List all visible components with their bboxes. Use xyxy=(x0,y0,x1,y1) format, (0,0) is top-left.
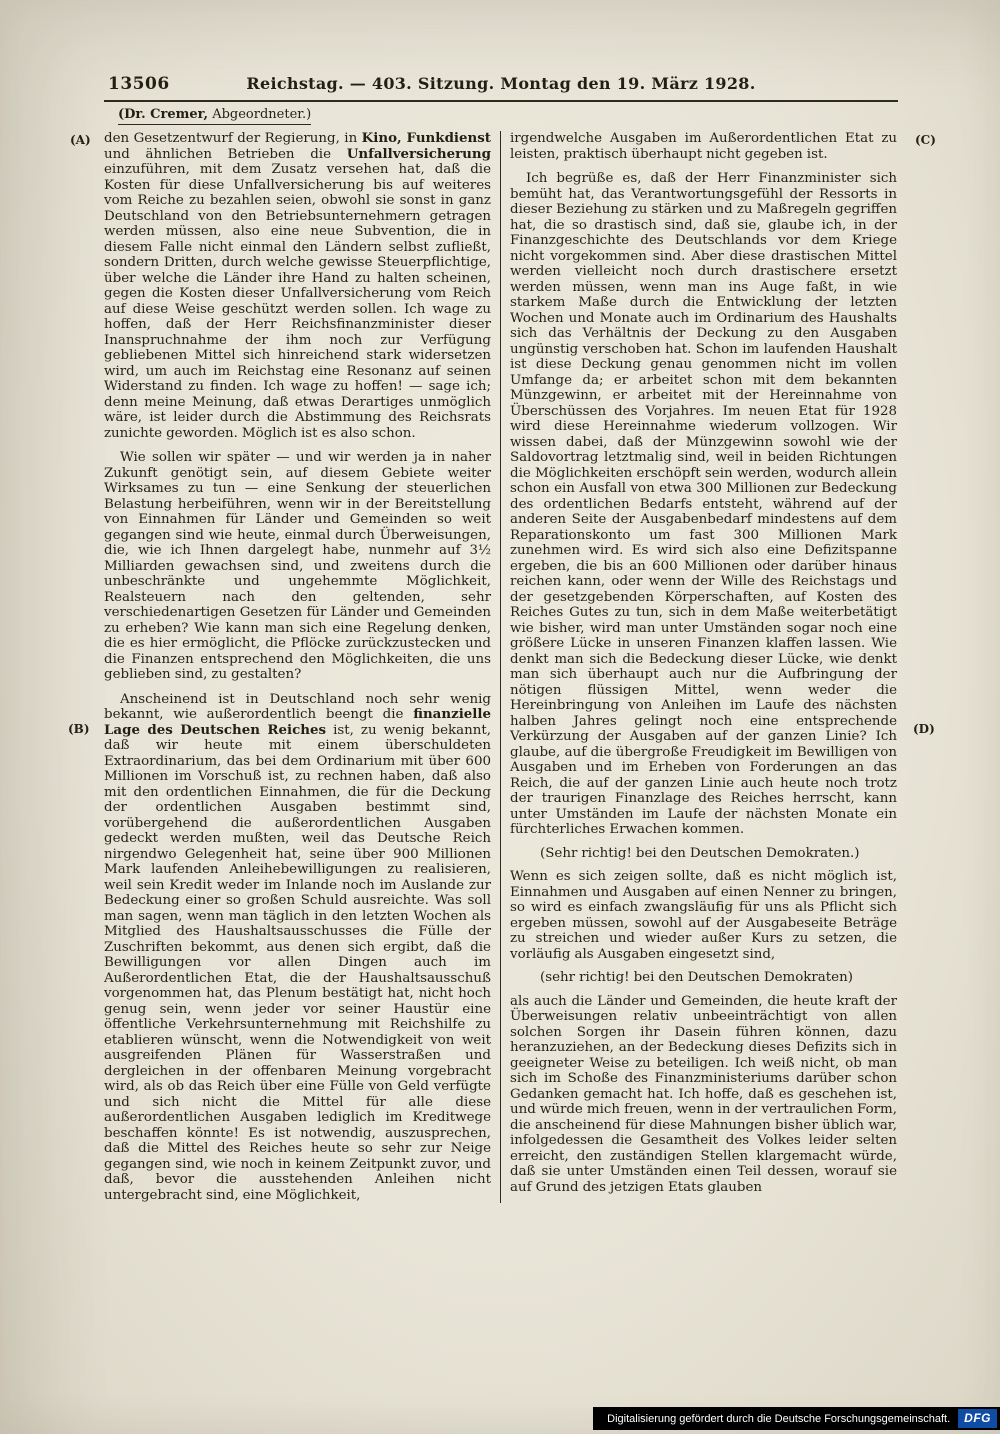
digitization-credit: Digitalisierung gefördert durch die Deutsche Forschungsgemeinschaft. xyxy=(607,1412,951,1425)
body-paragraph xyxy=(104,131,491,441)
right-column xyxy=(510,131,897,1203)
body-paragraph xyxy=(510,994,897,1196)
text-run: irgendwelche Ausgaben im Außerordentlichen Etat zu leisten, praktisch überhaupt nicht gegeben ist. xyxy=(510,131,897,162)
margin-label-b: (B) xyxy=(68,722,90,736)
digitization-footer xyxy=(593,1407,1000,1430)
body-paragraph xyxy=(510,869,897,962)
dfg-logo: DFG xyxy=(958,1409,997,1428)
margin-label-c: (C) xyxy=(915,133,936,147)
text-run: den Gesetzentwurf der Regierung, in xyxy=(104,131,362,146)
speaker-name: (Dr. Cremer, xyxy=(118,107,209,122)
text-run: ist, zu wenig bekannt, daß wir heute mit einem überschuldeten Extraordinarium, das bei dem Ordinarium mit über 600 Millionen im Vorschuß ist, zu rechnen haben, daß also mit den ordentlichen Einnahmen, die für die Deckung der ordentlichen Ausgaben bestimmt sind, vorübergehend die außerordentlichen Ausgaben gedeckt werden mußten, weil das Deutsche Reich nirgendwo Gelegenheit hat, seine über 900 Millionen Mark laufenden Anleihebewilligungen zu realisieren, weil sein Kredit weder im Inlande noch im Auslande zur Bedeckung einer so großen Schuld ausreichte. Was soll man sagen, wenn man täglich in den letzten Wochen als Mitglied des Haushaltsausschusses die Fülle der Zuschriften bekommt, aus denen sich ergibt, daß die Bewilligungen vor allen Dingen auch im Außerordentlichen Etat, die der Haushaltsausschuß vorgenommen hat, das Plenum bestätigt hat, nicht hoch genug sein, wenn jeder vor seiner Haustür eine öffentliche Verkehrsunternehmung mit Reichshilfe zu etablieren wünscht, wenn die Notwendigkeit von weit ausgreifenden Plänen für Wasserstraßen und dergleichen in der offenbaren Meinung vorgebracht wird, als ob das Reich über eine Fülle von Geld verfügte und sich nicht die Mittel für alle diese außerordentlichen Ausgaben lediglich im Kreditwege beschaffen könnte! Es ist notwendig, auszusprechen, daß die Mittel des Reiches heute so sehr zur Neige gegangen sind, wie noch in keinem Zeitpunkt zuvor, und daß, bevor die ausstehenden Anleihen nicht untergebracht sind, eine Möglichkeit, xyxy=(104,722,491,1203)
body-paragraph xyxy=(510,171,897,838)
emphasized-text: Unfallversicherung xyxy=(346,145,491,162)
text-columns xyxy=(104,131,898,1203)
text-run: und ähnlichen Betrieben die xyxy=(104,146,347,162)
text-run: Wenn es sich zeigen sollte, daß es nicht möglich ist, Einnahmen und Ausgaben auf einen Nenner zu bringen, so wird es einfach zwangsläufig für uns als Pflicht sich ergeben müssen, sowohl auf der Ausgabeseite Beträge zu streichen und wieder außer Kurs zu setzen, die vorläufig als Ausgaben eingesetzt sind, xyxy=(510,869,897,962)
margin-label-a: (A) xyxy=(70,133,91,147)
text-run: einzuführen, mit dem Zusatz versehen hat, daß die Kosten für diese Unfallversicherung bis auf weiteres vom Reiche zu bezahlen seien, obwohl sie sonst in ganz Deutschland von den Betriebsunternehmern getragen werden müssen, also eine neue Subvention, die in diesem Falle nicht einmal den Ländern selbst zufließt, sondern Dritten, durch welche gewisse Steuerpflichtige, über welche die Länder ihre Hand zu halten scheinen, gegen die Kosten dieser Unfallversicherung vom Reich auf diese Weise geschützt werden sollen. Ich wage zu hoffen, daß der Herr Reichsfinanzminister dieser Inanspruchnahme der ihm noch zur Verfügung gebliebenen Mittel sich hinreichend stark widersetzen wird, um auch im Reichstag eine Resonanz auf seinen Widerstand zu finden. Ich wage zu hoffen! — sage ich; denn meine Meinung, daß etwas Derartiges unmöglich wäre, ist leider durch die Abstimmung des Reichsrats zunichte geworden. Möglich ist es also schon. xyxy=(104,162,491,441)
body-paragraph xyxy=(510,131,897,162)
body-paragraph xyxy=(104,692,491,1204)
text-run: (Sehr richtig! bei den Deutschen Demokraten.) xyxy=(540,845,860,861)
text-run: (sehr richtig! bei den Deutschen Demokraten) xyxy=(540,970,853,985)
text-run: Wie sollen wir später — und wir werden ja in naher Zukunft genötigt sein, auf diesem Gebiete weiter Wirksames zu tun — eine Senkung der steuerlichen Belastung herbeiführen, wenn wir in der Bereitstellung von Einnahmen für Länder und Gemeinden so weit gegangen sind wie heute, einmal durch Überweisungen, die, wie ich Ihnen dargelegt habe, nunmehr auf 3½ Milliarden gewachsen sind, und zweitens durch die unbeschränkte und ungehemmte Möglichkeit, Realsteuern nach den geltenden, sehr verschiedenartigen Gesetzen für Länder und Gemeinden zu erheben? Wie kann man sich eine Regelung denken, die es hier ermöglicht, die Pflöcke zurückzustecken und die Finanzen entsprechend den Möglichkeiten, die uns geblieben sind, zu gestalten? xyxy=(104,450,491,682)
interjection-line xyxy=(510,970,897,986)
text-run: Anscheinend ist in Deutschland noch sehr wenig bekannt, wie außerordentlich beengt die xyxy=(104,691,491,722)
column-divider xyxy=(500,131,501,1203)
body-paragraph xyxy=(104,450,491,683)
page-header xyxy=(104,74,898,102)
text-run: als auch die Länder und Gemeinden, die heute kraft der Überweisungen relativ unbeeinträchtigt von allen solchen Sorgen ihr Dasein führen können, dazu heranzuziehen, an der Bedeckung dieses Defizits sich in geeigneter Weise zu beteiligen. Ich weiß nicht, ob man sich im Schoße des Finanzministeriums darüber schon Gedanken gemacht hat. Ich hoffe, daß es geschehen ist, und würde mich freuen, wenn in der vertraulichen Form, die anscheinend für diese Mahnungen bisher üblich war, infolgedessen die Gesamtheit des Volkes leider selten erreicht, den zuständigen Stellen klargemacht würde, daß sie unter Umständen einen Teil dessen, worauf sie auf Grund des jetzigen Etats glauben xyxy=(510,993,898,1195)
margin-label-d: (D) xyxy=(913,722,935,736)
left-column xyxy=(104,131,491,1203)
interjection-line xyxy=(510,846,897,862)
text-run: Ich begrüße es, daß der Herr Finanzminister sich bemüht hat, das Verantwortungsgefühl der Ressorts in dieser Beziehung zu stärken und zu Maßregeln gegriffen hat, die so drastisch sind, daß sie, glaube ich, in der Finanzgeschichte des Deutschlands vor dem Kriege nicht vorgekommen sind. Aber diese drastischen Mittel werden vielleicht noch durch drastischere ersetzt werden müssen, wenn man ins Auge faßt, in wie starkem Maße durch die Entwicklung der letzten Wochen und Monate auch im Ordinarium des Haushalts sich das Verhältnis der Deckung zu den Ausgaben ungünstig verschoben hat. Schon im laufenden Haushalt ist diese Deckung genau genommen nicht im vollen Umfange da; er arbeitet schon mit dem bekannten Münzgewinn, er arbeitet mit der Hereinnahme von Überschüssen des Vorjahres. Im neuen Etat für 1928 wird diese Hereinnahme wiederum vollzogen. Wir wissen dabei, daß der Münzgewinn sowohl wie der Saldovortrag letztmalig sind, weil in beiden Richtungen die Möglichkeiten erschöpft sein werden, wodurch allein schon ein Ausfall von etwa 300 Millionen zur Bedeckung des ordentlichen Bedarfs entsteht, während auf der anderen Seite der Ausgabenbedarf mindestens auf dem Reparationskonto um fast 300 Millionen Mark zunehmen wird. Es wird sich also eine Defizitspanne ergeben, die bis an 600 Millionen oder darüber hinaus reichen kann, oder wenn der Wille des Reichstags und der gesetzgebenden Körperschaften, auf Kosten des Reiches Gutes zu tun, sich in dem Maße weiterbetätigt wie bisher, wird man unter Umständen sogar noch eine größere Lücke in unseren Finanzen klaffen lassen. Wie denkt man sich die Bedeckung dieser Lücke, wie denkt man sich überhaupt auch nur die Aufbringung der nötigen flüssigen Mittel, wenn weder die Hereinbringung von Anleihen im Laufe des nächsten halben Jahres gelingt noch eine entsprechende Verkürzung der Ausgaben auf der ganzen Linie? Ich glaube, auf die übergroße Freudigkeit im Bewilligen von Ausgaben und im Erheben von Forderungen an das Reich, die auf der ganzen Linie auch heute noch trotz der traurigen Finanzlage des Reiches herrscht, kann unter Umständen im Laufe der nächsten Monate ein fürchterliches Erwachen kommen. xyxy=(510,171,897,837)
emphasized-text: Kino, Funkdienst xyxy=(361,130,491,146)
page-number: 13506 xyxy=(108,74,170,94)
emphasized-text: finanzielle Lage des Deutschen Reiches xyxy=(104,706,491,738)
header-title: Reichstag. — 403. Sitzung. Montag den 19. März 1928. xyxy=(246,74,756,93)
speaker-note xyxy=(118,107,311,125)
speaker-role: Abgeordneter.) xyxy=(208,107,312,122)
